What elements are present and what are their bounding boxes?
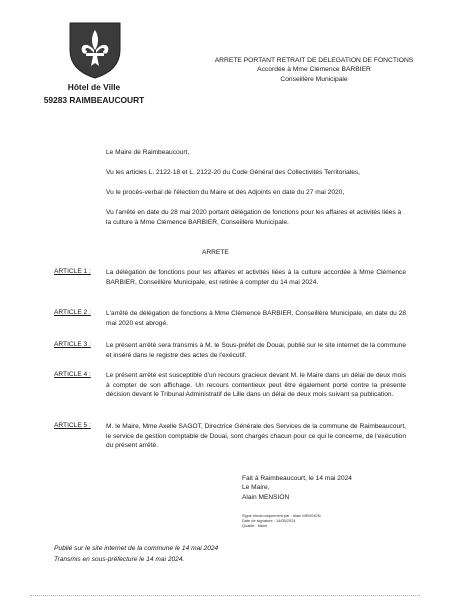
esign-signer: Signé électroniquement par : Alain MENSION xyxy=(242,513,321,518)
esign-quality: Qualité : Maire xyxy=(242,523,268,529)
town-crest-logo xyxy=(66,20,124,80)
article-3-text: Le présent arrêté sera transmis à M. le Sous-préfet de Douai, publié sur le site internet de la commune et inséré dans le registre des actes de l'exécutif. xyxy=(106,342,406,359)
arrete-heading: ARRETE xyxy=(202,249,229,256)
intro-mayor: Le Maire de Raimbeaucourt, xyxy=(106,149,190,156)
article-5-label: ARTICLE 5 : xyxy=(54,422,91,429)
esign-date: Date de signature : 14/05/2024 xyxy=(242,518,296,524)
article-2-text: L'arrêté de délégation de fonctions à Mme Clémence BARBIER, Conseillère Municipale, en date du 28 mai 2020 est abrogé. xyxy=(106,310,406,327)
article-1-text: La délégation de fonctions pour les affaires et activités liées à la culture accordée à Mme Clémence BARBIER, Conseillère Municipale, est retirée à compter du 14 mai 2024. xyxy=(106,269,406,286)
signature-name: Alain MENSION xyxy=(242,493,290,501)
signature-role: Le Maire, xyxy=(242,484,270,492)
town-address: 59283 RAIMBEAUCOURT xyxy=(43,95,145,105)
document-title xyxy=(198,56,430,84)
page-footer-divider xyxy=(30,595,420,596)
article-3-label: ARTICLE 3 : xyxy=(54,341,91,348)
intro-legal-basis: Vu les articles L. 2122-18 et L. 2122-20 du Code Général des Collectivités Territoriales, xyxy=(106,169,360,176)
title-line: Conseillère Municipale xyxy=(280,75,348,83)
electronic-signature-stamp xyxy=(242,513,321,529)
publication-note: Publié sur le site internet de la commune le 14 mai 2024 xyxy=(54,545,219,552)
article-4-text: Le présent arrêté est susceptible d'un recours gracieux devant M. le Maire dans un délai de deux mois à compter de son affichage. Un recours contentieux peut être également porté contre la présente décision devant le Tribunal Administratif de Lille dans un délai de deux mois suivant sa publication. xyxy=(106,372,406,399)
intro-previous-decree: Vu l'arrêté en date du 28 mai 2020 portant délégation de fonctions pour les affaires et activités liées à la culture à Mme Clémence BARBIER, Conseillère Municipale. xyxy=(106,209,402,226)
signature-block xyxy=(242,474,352,502)
article-4-label: ARTICLE 4 : xyxy=(54,371,91,378)
transmission-note: Transmis en sous-préfecture le 14 mai 2024. xyxy=(54,556,185,563)
intro-election-record: Vu le procès-verbal de l'élection du Maire et des Adjoints en date du 27 mai 2020, xyxy=(106,189,345,196)
title-line: ARRETE PORTANT RETRAIT DE DELEGATION DE FONCTIONS xyxy=(214,57,414,64)
article-2-label: ARTICLE 2 : xyxy=(54,309,91,316)
article-5-text: M. le Maire, Mme Axelle SAGOT, Directrice Générale des Services de la commune de Raimbeaucourt, le service de gestion comptable de Douai, sont chargés chacun pour ce qui le concerne, de l'exécution du présent arrêté. xyxy=(106,423,406,450)
signature-place-date: Fait à Raimbeaucourt, le 14 mai 2024 xyxy=(242,475,352,482)
title-line: Accordée à Mme Clémence BARBIER xyxy=(257,66,371,74)
article-1-label: ARTICLE 1 : xyxy=(54,268,91,275)
town-hall-label: Hôtel de Ville xyxy=(67,82,121,92)
